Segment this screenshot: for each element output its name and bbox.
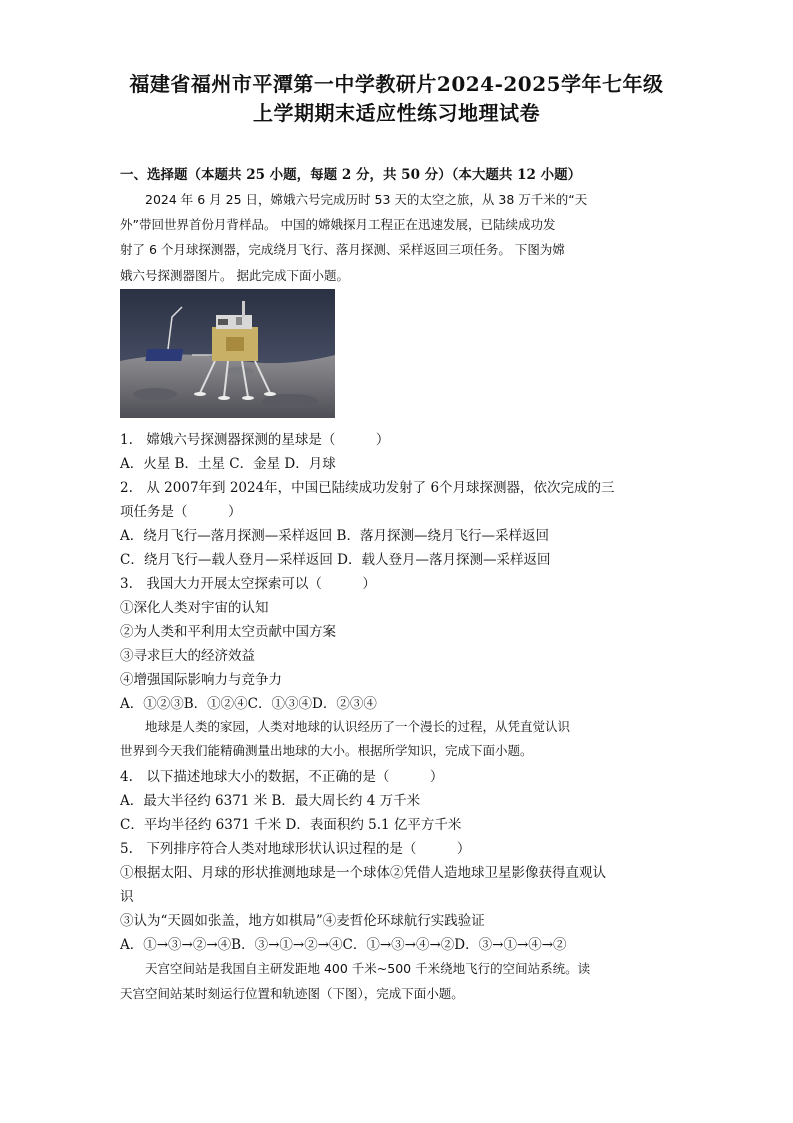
q5-item: 识 [120, 889, 134, 905]
intro3-line: 天宫空间站是我国自主研发距地 400 千米~500 千米绕地飞行的空间站系统。读 [120, 961, 591, 976]
q1-options: A．火星 B．土星 C．金星 D．月球 [120, 456, 336, 472]
q5-options: A．①→③→②→④B．③→①→②→④C．①→③→④→②D．③→①→④→② [120, 937, 567, 953]
q3-item: ③寻求巨大的经济效益 [120, 648, 255, 664]
intro1-line: 射了 6 个月球探测器，完成绕月飞行、落月探测、采样返回三项任务。 下图为嫦 [120, 242, 565, 257]
lunar-lander-photo [120, 289, 335, 418]
intro1-line: 娥六号探测器图片。 据此完成下面小题。 [120, 268, 349, 283]
q3-item: ④增强国际影响力与竞争力 [120, 672, 282, 688]
q2-stem: 项任务是（ ） [120, 504, 242, 520]
intro1-line: 2024 年 6 月 25 日，嫦娥六号完成历时 53 天的太空之旅，从 38 万千米的“天 [120, 192, 588, 207]
section-heading: 一、选择题（本题共 25 小题，每题 2 分，共 50 分）（本大题共 12 小题） [120, 167, 582, 183]
exam-title-line1: 福建省福州市平潭第一中学教研片2024-2025学年七年级 [129, 72, 664, 96]
intro3-line: 天宫空间站某时刻运行位置和轨迹图（下图），完成下面小题。 [120, 986, 464, 1001]
q3-item: ②为人类和平利用太空贡献中国方案 [120, 624, 336, 640]
q3-options: A．①②③B．①②④C．①③④D．②③④ [120, 696, 377, 712]
q3-item: ①深化人类对宇宙的认知 [120, 600, 269, 616]
q2-options: C．绕月飞行—载人登月—采样返回 D．载人登月—落月探测—采样返回 [120, 552, 551, 568]
q4-stem: 4. 以下描述地球大小的数据，不正确的是（ ） [120, 769, 444, 785]
q1-stem: 1. 嫦娥六号探测器探测的星球是（ ） [120, 432, 390, 448]
q2-options: A．绕月飞行—落月探测—采样返回 B．落月探测—绕月飞行—采样返回 [120, 528, 549, 544]
q4-options: C．平均半径约 6371 千米 D．表面积约 5.1 亿平方千米 [120, 817, 462, 833]
q2-stem: 2. 从 2007年到 2024年，中国已陆续成功发射了 6个月球探测器，依次完成的三 [120, 480, 615, 496]
q5-stem: 5. 下列排序符合人类对地球形状认识过程的是（ ） [120, 841, 471, 857]
intro2-line: 世界到今天我们能精确测量出地球的大小。根据所学知识，完成下面小题。 [120, 743, 533, 758]
q5-item: ①根据太阳、月球的形状推测地球是一个球体②凭借人造地球卫星影像获得直观认 [120, 865, 606, 881]
q5-item: ③认为“天圆如张盖，地方如棋局”④麦哲伦环球航行实践验证 [120, 913, 485, 929]
q4-options: A．最大半径约 6371 米 B．最大周长约 4 万千米 [120, 793, 421, 809]
intro2-line: 地球是人类的家园，人类对地球的认识经历了一个漫长的过程，从凭直觉认识 [120, 719, 571, 734]
intro1-line: 外”带回世界首份月背样品。 中国的嫦娥探月工程正在迅速发展，已陆续成功发 [120, 217, 556, 232]
q3-stem: 3. 我国大力开展太空探索可以（ ） [120, 576, 376, 592]
exam-title-line2: 上学期期末适应性练习地理试卷 [253, 101, 540, 125]
